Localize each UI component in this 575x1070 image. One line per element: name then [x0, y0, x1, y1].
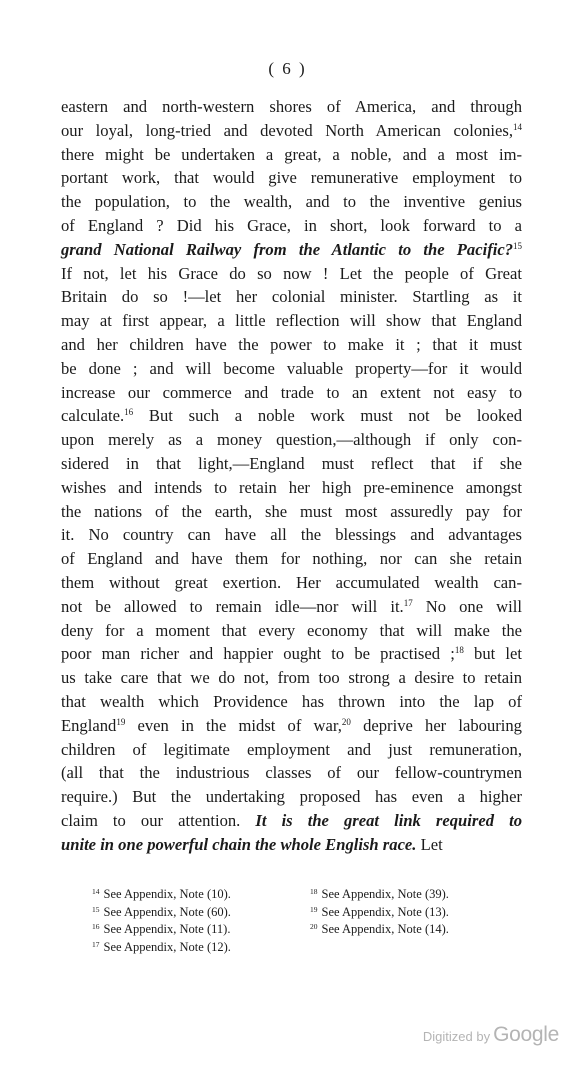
text-segment: sidered in that light,—England must reflect that if she	[61, 453, 522, 473]
text-line	[61, 333, 522, 357]
footnote-reference[interactable]: 20	[341, 716, 351, 727]
text-segment: poor man richer and happier ought to be practised ;	[61, 644, 455, 664]
footnote-number: 18	[310, 887, 318, 896]
text-segment: there might be undertaken a great, a noble, and a most im-	[61, 144, 522, 164]
text-segment: portant work, that would give remunerative employment to	[61, 168, 522, 188]
footnote-reference[interactable]: 17	[403, 597, 413, 608]
footnote-number: 20	[310, 922, 318, 932]
text-segment: it. No country can have all the blessings and advantages	[61, 525, 522, 545]
text-segment: (all that the industrious classes of our fellow-countrymen	[61, 763, 522, 783]
text-segment: be done ; and will become valuable property—for it would	[61, 358, 522, 378]
footnote-text: See Appendix, Note (12).	[103, 940, 231, 955]
text-segment: and her children have the power to make it ; that it must	[61, 334, 522, 354]
text-segment: deny for a moment that every economy that will make the	[61, 620, 522, 640]
text-line	[61, 547, 522, 571]
text-segment: calculate.	[61, 406, 125, 426]
footnote	[310, 921, 449, 939]
footnote	[310, 904, 449, 922]
footnote	[92, 939, 231, 957]
text-segment: the population, to the wealth, and to the inventive genius	[61, 192, 522, 212]
text-segment: upon merely as a money question,—although if only con-	[61, 430, 522, 450]
text-line	[61, 285, 522, 309]
text-line	[61, 738, 522, 762]
footnote-reference[interactable]: 15	[513, 240, 522, 251]
text-line	[61, 714, 522, 738]
text-line	[61, 452, 522, 476]
text-line	[61, 833, 522, 857]
text-segment: deprive her labouring	[350, 715, 522, 735]
text-segment: even in the midst of war,	[125, 715, 342, 735]
footnote-number: 19	[310, 904, 318, 914]
text-line	[61, 143, 522, 167]
text-segment: increase our commerce and trade to an extent not easy to	[61, 382, 522, 402]
text-line	[61, 666, 522, 690]
footnote-number: 15	[92, 904, 100, 914]
watermark-prefix: Digitized by	[422, 1029, 491, 1044]
footnote-reference[interactable]: 19	[116, 716, 126, 727]
text-segment: of England and have them for nothing, nor can she retain	[61, 549, 522, 569]
text-segment: our loyal, long-tried and devoted North American colonies,	[61, 120, 513, 140]
text-line	[61, 428, 522, 452]
text-line	[61, 404, 522, 428]
text-line	[61, 761, 522, 785]
footnotes-right-column	[310, 886, 449, 939]
text-line	[61, 119, 522, 143]
text-segment: If not, let his Grace do so now ! Let the people of Great	[61, 263, 522, 283]
footnote-text: See Appendix, Note (13).	[321, 904, 449, 919]
body-text	[61, 95, 522, 857]
footnote	[92, 886, 231, 904]
text-line	[61, 809, 522, 833]
text-segment: Britain do so !—let her colonial minister. Startling as it	[61, 287, 522, 307]
text-line	[61, 690, 522, 714]
text-segment: eastern and north-western shores of America, and through	[61, 97, 522, 116]
text-segment: require.) But the undertaking proposed has even a higher	[61, 787, 522, 807]
text-line	[61, 523, 522, 547]
text-segment: children of legitimate employment and just remuneration,	[61, 739, 522, 759]
text-segment: the nations of the earth, she must most assuredly pay for	[61, 501, 522, 521]
text-line	[61, 500, 522, 524]
text-line	[61, 619, 522, 643]
footnote-number: 17	[92, 940, 100, 950]
footnote-reference[interactable]: 14	[513, 121, 522, 132]
page-number: ( 6 )	[268, 59, 307, 78]
footnote-text: See Appendix, Note (39).	[321, 887, 449, 901]
text-segment: may at first appear, a little reflection will show that England	[61, 311, 522, 331]
text-segment: but let	[463, 644, 522, 664]
footnote-text: See Appendix, Note (14).	[321, 922, 449, 937]
text-segment: them without great exertion. Her accumulated wealth can-	[61, 572, 522, 592]
footnote-text: See Appendix, Note (11).	[103, 922, 231, 937]
footnote	[310, 886, 449, 904]
text-line	[61, 190, 522, 214]
text-line	[61, 642, 522, 666]
text-line	[61, 357, 522, 381]
text-segment: of England ? Did his Grace, in short, look forward to a	[61, 215, 522, 235]
text-line	[61, 262, 522, 286]
text-line	[61, 309, 522, 333]
text-segment: that wealth which Providence has thrown into the lap of	[61, 691, 522, 711]
text-line	[61, 785, 522, 809]
digitized-by-google-watermark	[423, 1023, 559, 1047]
text-segment: claim to our attention.	[61, 810, 256, 830]
text-segment: not be allowed to remain idle—nor will it.	[61, 596, 404, 616]
text-line	[61, 381, 522, 405]
text-line	[61, 571, 522, 595]
footnote-reference[interactable]: 18	[454, 645, 464, 656]
emphasized-text: grand National Railway from the Atlantic to the Pacific?	[61, 239, 513, 259]
text-line	[61, 166, 522, 190]
footnote-reference[interactable]: 16	[124, 407, 134, 418]
text-segment: us take care that we do not, from too strong a desire to retain	[61, 668, 522, 688]
watermark-brand: Google	[493, 1023, 559, 1046]
text-segment: Let	[416, 834, 443, 854]
footnote-number: 14	[92, 887, 100, 896]
footnote	[92, 904, 231, 922]
text-line	[61, 476, 522, 500]
emphasized-text: It is the great link required to	[255, 810, 522, 830]
text-segment: No one will	[412, 596, 522, 616]
emphasized-text: unite in one powerful chain the whole English race.	[61, 834, 417, 854]
text-segment: England	[61, 715, 117, 735]
footnotes-left-column	[92, 886, 231, 957]
footnote-number: 16	[92, 922, 100, 932]
text-segment: But such a noble work must not be looked	[133, 406, 522, 426]
text-line	[61, 238, 522, 262]
text-segment: wishes and intends to retain her high pre-eminence amongst	[61, 477, 522, 497]
footnote-text: See Appendix, Note (60).	[103, 904, 231, 919]
text-line	[61, 95, 522, 119]
text-line	[61, 595, 522, 619]
footnote	[92, 921, 231, 939]
footnote-text: See Appendix, Note (10).	[103, 887, 231, 901]
text-line	[61, 214, 522, 238]
